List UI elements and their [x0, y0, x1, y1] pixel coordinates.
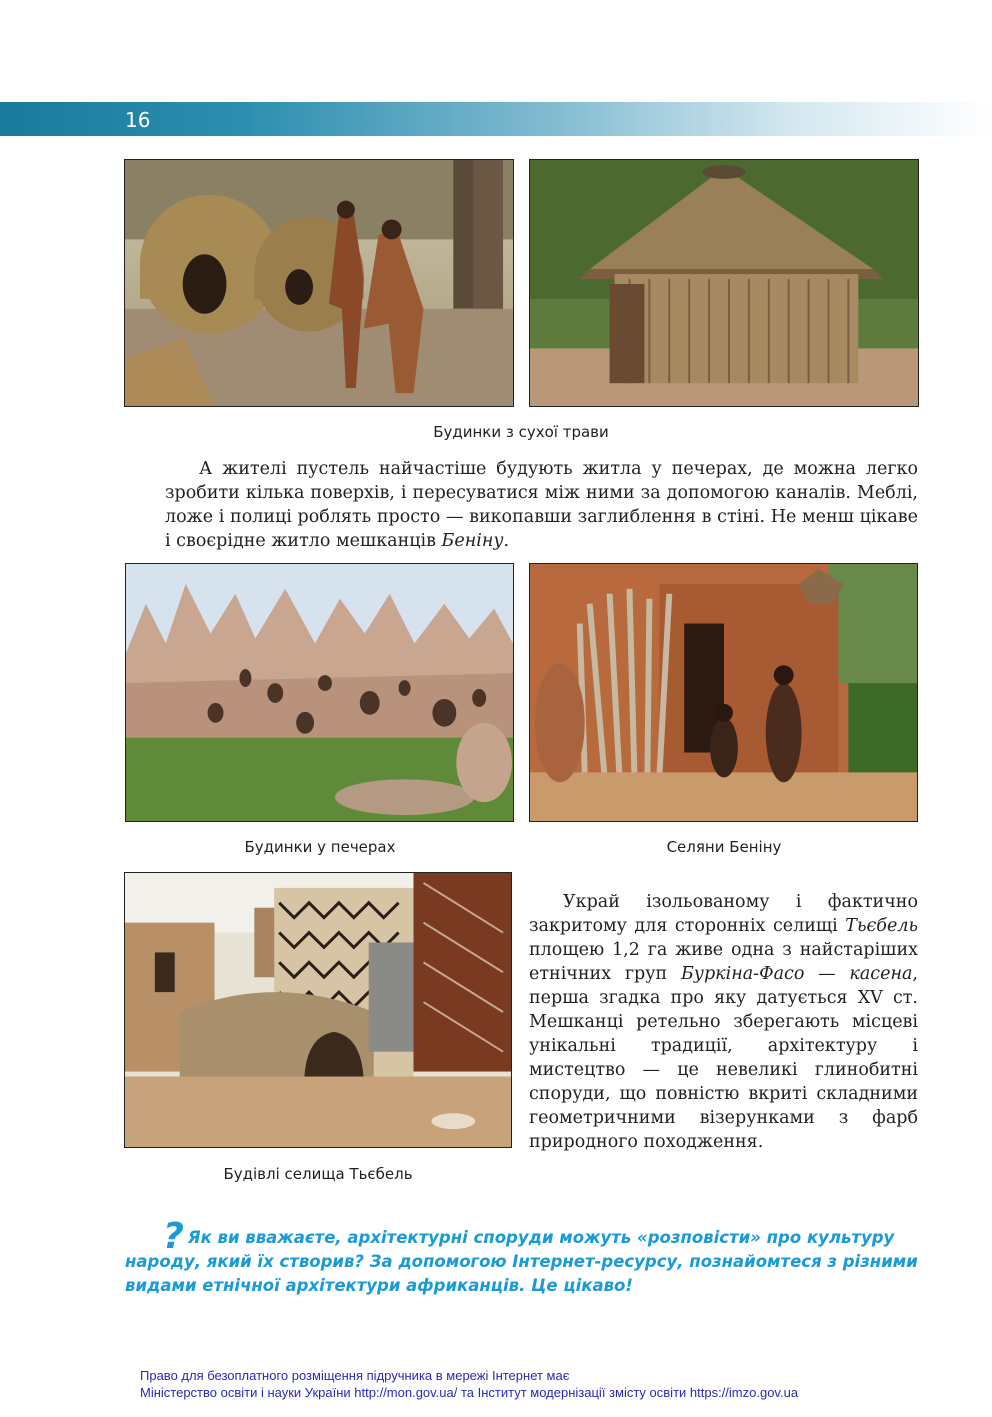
caption-benin-villagers: Селяни Беніну — [666, 838, 782, 856]
question-mark-icon: ? — [163, 1216, 184, 1257]
paragraph-tiebele-t1: Украй ізольованому і фактично закритому для сторонніх селищі — [529, 892, 918, 936]
footer-line-1: Право для безоплатного розміщення підручника в мережі Інтернет має — [140, 1368, 570, 1383]
paragraph-deserts — [165, 457, 918, 553]
caption-grass-houses: Будинки з сухої трави — [433, 423, 609, 441]
paragraph-tiebele-i2: Буркіна-Фасо — касена — [680, 964, 913, 984]
caption-tiebele-buildings: Будівлі селища Тьєбель — [223, 1165, 413, 1183]
paragraph-deserts-end: . — [503, 531, 510, 551]
footer-line-2: Міністерство освіти і науки України http://mon.gov.ua/ та Інститут модернізації змісту освіти https://imzo.gov.ua — [140, 1385, 799, 1400]
question-block — [125, 1216, 920, 1298]
paragraph-tiebele-t2: площею 1,2 га живе одна з найстаріших етнічних груп — [529, 940, 918, 984]
paragraph-deserts-italic: Беніну — [441, 531, 504, 551]
benin-villagers-photo — [529, 563, 918, 822]
paragraph-tiebele-t3: , перша згадка про яку датується XV ст. Мешканці ретельно зберегають місцеві унікальні традиції, архітектуру і мистецтво — це невеликі глинобитні споруди, що повністю вкриті складними геометричними візерунками з фарб природного походження. — [529, 964, 918, 1152]
paragraph-tiebele — [529, 890, 918, 1154]
round-hut-photo — [529, 159, 919, 407]
caption-cave-houses: Будинки у печерах — [244, 838, 396, 856]
cave-houses-photo — [125, 563, 514, 822]
question-text: Як ви вважаєте, архітектурні споруди можуть «розповісти» про культуру народу, який їх створив? За допомогою Інтернет-ресурсу, познайомтеся з різними видами етнічної архітектури африканців. Це цікаво! — [125, 1228, 918, 1295]
footer — [140, 1367, 900, 1401]
paragraph-deserts-text: А жителі пустель найчастіше будують житла у печерах, де можна легко зробити кілька поверхів, і пересуватися між ними за допомогою каналів. Меблі, ложе і полиці роблять просто — викопавши заглиблення в стіні. Не менш цікаве і своєрідне житло мешканців — [165, 459, 918, 551]
paragraph-tiebele-i1: Тьєбель — [845, 916, 918, 936]
page-number: 16 — [125, 108, 151, 132]
tiebele-buildings-photo — [124, 872, 512, 1148]
grass-huts-photo — [124, 159, 514, 407]
